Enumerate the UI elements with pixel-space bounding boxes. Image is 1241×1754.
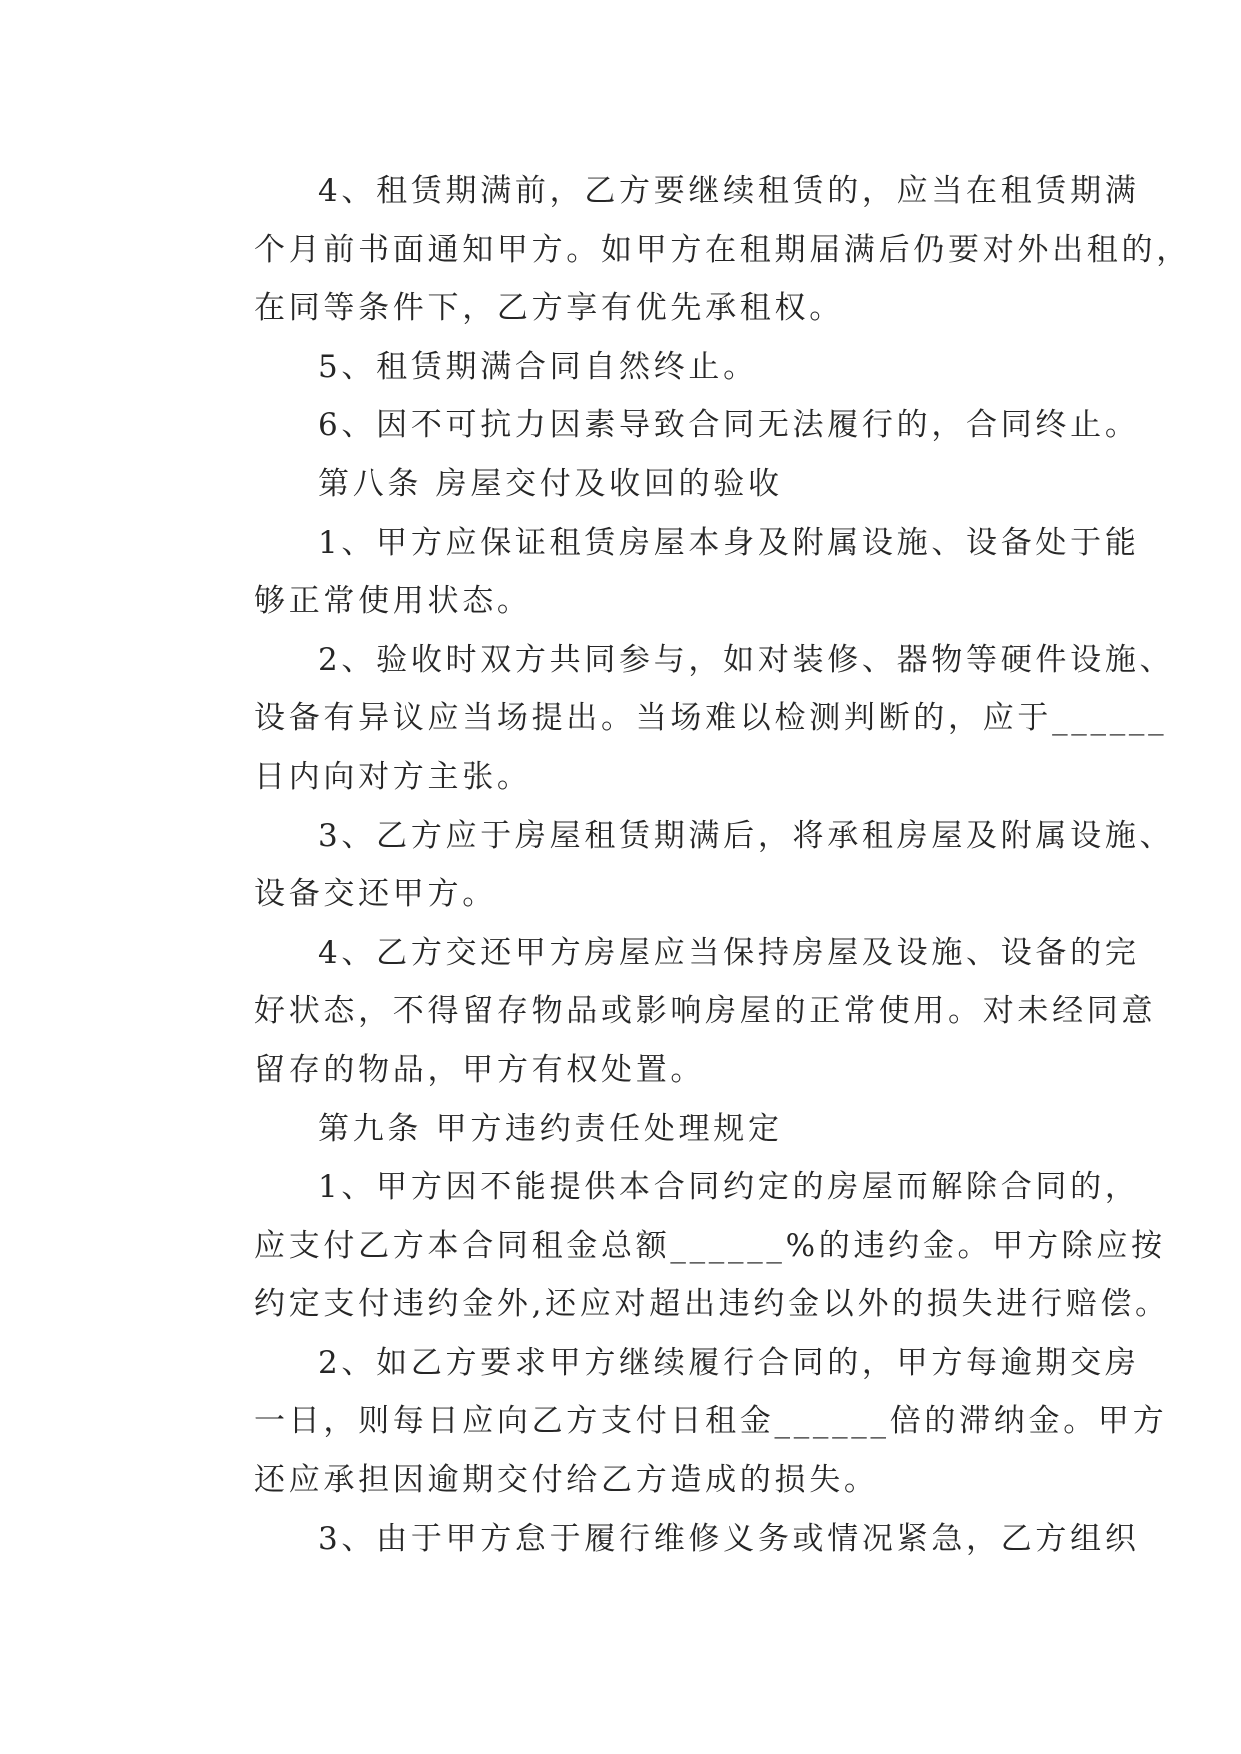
text-line: 1、甲方应保证租赁房屋本身及附属设施、设备处于能 <box>318 524 1140 561</box>
clause-natural-termination <box>190 338 1075 397</box>
article-eight-heading <box>190 455 1075 514</box>
text-line: 一日，则每日应向乙方支付日租金______倍的滞纳金。甲方 <box>254 1403 1168 1440</box>
text-line: 3、由于甲方怠于履行维修义务或情况紧急，乙方组织 <box>318 1520 1140 1557</box>
text-line: 好状态，不得留存物品或影响房屋的正常使用。对未经同意 <box>254 993 1157 1030</box>
text-line: 日内向对方主张。 <box>254 758 532 795</box>
text-line: 5、租赁期满合同自然终止。 <box>318 348 758 385</box>
section-heading: 第九条 甲方违约责任处理规定 <box>318 1110 783 1147</box>
text-line: 设备有异议应当场提出。当场难以检测判断的，应于______ <box>254 700 1168 737</box>
text-line: 约定支付违约金外,还应对超出违约金以外的损失进行赔偿。 <box>254 1286 1170 1323</box>
text-line: 3、乙方应于房屋租赁期满后，将承租房屋及附属设施、 <box>318 817 1175 854</box>
clause-penalty-termination <box>190 1158 1170 1334</box>
text-line: 设备交还甲方。 <box>254 876 497 913</box>
text-line: 4、租赁期满前，乙方要继续租赁的，应当在租赁期满 <box>318 173 1140 209</box>
clause-repair-duty <box>190 1510 1140 1569</box>
text-line: 还应承担因逾期交付给乙方造成的损失。 <box>254 1462 879 1499</box>
clause-joint-inspection <box>190 631 1175 807</box>
clause-usable-condition <box>190 514 1140 631</box>
document-body <box>190 162 1191 1568</box>
text-line: 4、乙方交还甲方房屋应当保持房屋及设施、设备的完 <box>318 934 1140 971</box>
text-line: 在同等条件下，乙方享有优先承租权。 <box>254 290 844 327</box>
text-line: 留存的物品，甲方有权处置。 <box>254 1051 706 1088</box>
clause-return-condition <box>190 924 1157 1100</box>
text-line: 2、如乙方要求甲方继续履行合同的，甲方每逾期交房 <box>318 1344 1140 1381</box>
text-line: 应支付乙方本合同租金总额______%的违约金。甲方除应按 <box>254 1227 1166 1264</box>
clause-force-majeure <box>190 396 1140 455</box>
section-heading: 第八条 房屋交付及收回的验收 <box>318 465 783 502</box>
text-line: 2、验收时双方共同参与，如对装修、器物等硬件设施、 <box>318 641 1175 678</box>
text-line: 个月前书面通知甲方。如甲方在租期届满后仍要对外出租的， <box>254 231 1191 268</box>
article-nine-heading <box>190 1100 1075 1159</box>
clause-late-delivery <box>190 1334 1168 1510</box>
text-line: 够正常使用状态。 <box>254 583 532 620</box>
clause-return-house <box>190 807 1175 924</box>
clause-renewal-notice <box>190 162 1191 338</box>
text-line: 1、甲方因不能提供本合同约定的房屋而解除合同的， <box>318 1169 1140 1206</box>
text-line: 6、因不可抗力因素导致合同无法履行的，合同终止。 <box>318 407 1140 444</box>
